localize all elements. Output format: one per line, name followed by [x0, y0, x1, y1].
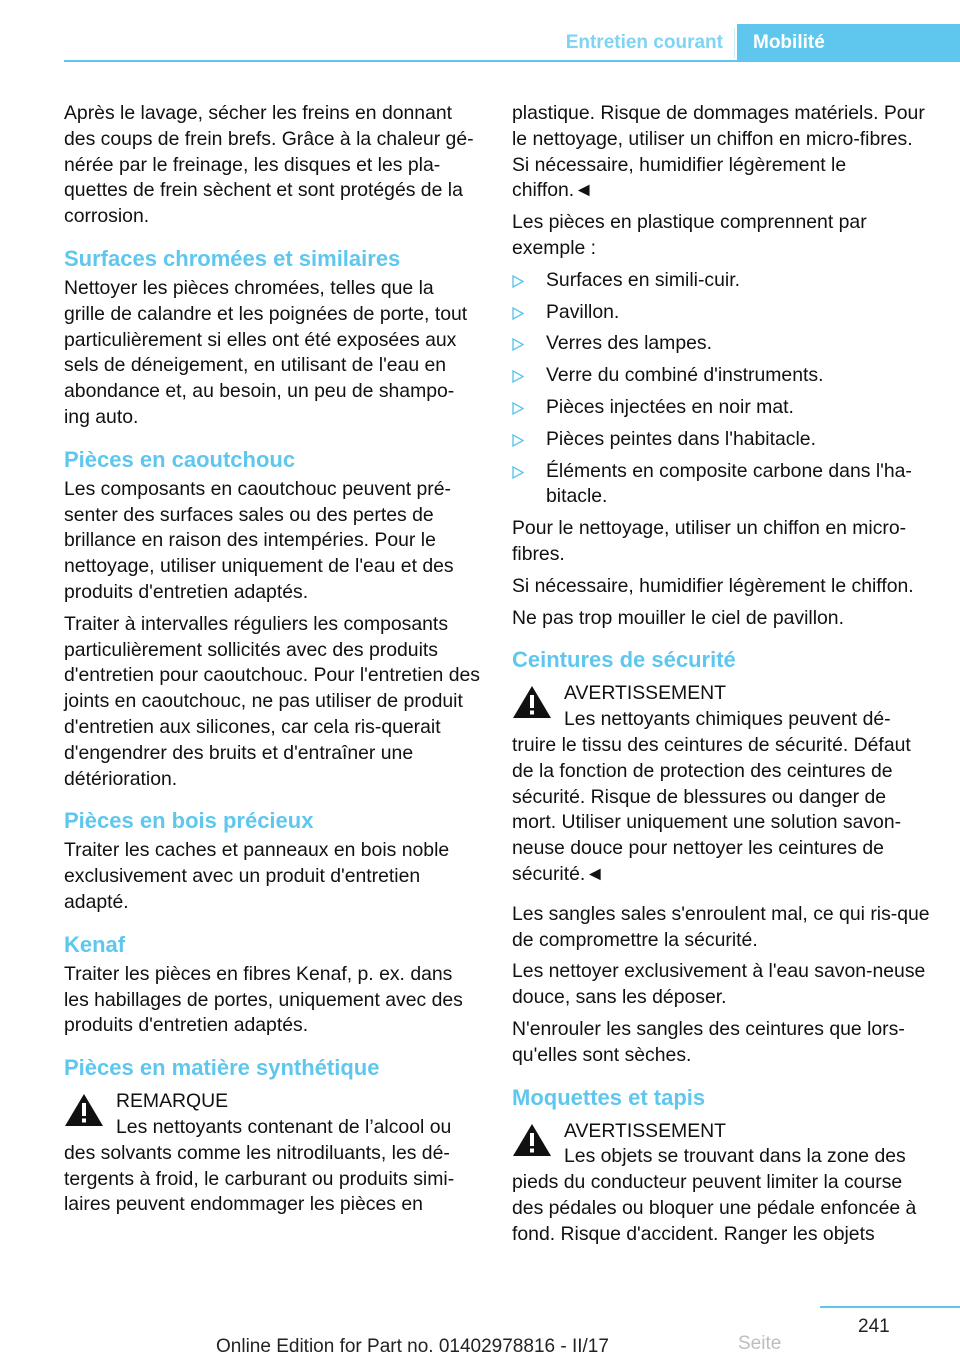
list-item-text: Éléments en composite carbone dans l'ha‐bitacle.: [546, 459, 912, 508]
list-item-text: Pavillon.: [546, 300, 620, 323]
paragraph-plastique-suite: plastique. Risque de dommages matériels. Pour le nettoyage, utiliser un chiffon en micro‐fibres. Si nécessaire, humidifier légèrement le chiffon.◄: [512, 102, 925, 202]
paragraph-freins: Après le lavage, sécher les freins en donnant des coups de frein brefs. Grâce à la chaleur gé‐nérée par le freinage, les disques et les pla‐quettes de frein sèchent et sont protégés de la corrosion.: [64, 102, 474, 228]
list-item-text: Verre du combiné d'instruments.: [546, 364, 824, 387]
paragraph-pavillon: Ne pas trop mouiller le ciel de pavillon.: [512, 606, 844, 629]
warning-triangle-icon: [512, 685, 552, 719]
paragraph-sangles-1: Les sangles sales s'enroulent mal, ce qui ris‐que de compromettre la sécurité.: [512, 902, 930, 951]
list-item-text: Pièces injectées en noir mat.: [546, 395, 794, 418]
bullet-triangle-icon: [512, 434, 524, 447]
avertissement-title: AVERTISSEMENT: [564, 1119, 726, 1142]
heading-moquettes: Moquettes et tapis: [512, 1084, 706, 1110]
footer-rule: [820, 1306, 960, 1308]
section-tab-mobilite: Mobilité: [737, 24, 960, 62]
bullet-triangle-icon: [512, 466, 524, 479]
page-number: 241: [858, 1316, 890, 1337]
list-item-text: Surfaces en simili-cuir.: [546, 268, 740, 291]
list-item: [512, 427, 932, 453]
heading-kenaf: Kenaf: [64, 931, 126, 957]
list-item: [512, 459, 932, 511]
avertissement-ceintures-box: [512, 681, 932, 887]
avertissement-moquettes-text: Les objets se trouvant dans la zone des pieds du conducteur peuvent limiter la course des pédales ou bloquer une pédale enfoncée à fond. Risque d'accident. Ranger les objets: [512, 1145, 917, 1245]
paragraph-sangles-2: Les nettoyer exclusivement à l'eau savon‐neuse douce, sans les déposer.: [512, 960, 926, 1009]
heading-pieces-bois: Pièces en bois précieux: [64, 808, 314, 834]
tab-divider: [734, 28, 735, 58]
list-item-text: Verres des lampes.: [546, 332, 712, 355]
right-column: [512, 101, 932, 1261]
section-tab-entretien-courant: Entretien courant: [565, 32, 723, 53]
plastic-parts-list: [512, 268, 932, 510]
avertissement-ceintures-text: Les nettoyants chimiques peuvent dé‐truire le tissu des ceintures de sécurité. Défaut de la fonction de protection des ceintures de sécurité. Risque de blessures ou danger de mort. Utiliser uniquement une solution savon‐neuse douce pour nettoyer les ceintures de sécurité.◄: [512, 708, 911, 885]
paragraph-chrome: Nettoyer les pièces chromées, telles que la grille de calandre et les poignées de porte, tout particulièrement si elles ont été exposées aux sels de déneigement, en utilisant de l'eau en abondance et, au besoin, un peu de shampo‐ing auto.: [64, 276, 468, 428]
online-edition-note: Online Edition for Part no. 01402978816 - II/17: [216, 1336, 609, 1357]
list-item: [512, 268, 932, 294]
paragraph-bois: Traiter les caches et panneaux en bois noble exclusivement avec un produit d'entretien adapté.: [64, 839, 450, 913]
paragraph-caoutchouc-1: Les composants en caoutchouc peuvent pré‐senter des surfaces sales ou des pertes de brillance en raison des intempéries. Pour le nettoyage, utiliser uniquement de l'eau et des produits d'entretien adaptés.: [64, 477, 454, 603]
paragraph-kenaf: Traiter les pièces en fibres Kenaf, p. ex. dans les habillages de portes, uniquement avec des produits d'entretien adaptés.: [64, 962, 463, 1037]
list-item: [512, 331, 932, 357]
paragraph-humidifier: Si nécessaire, humidifier légèrement le chiffon.: [512, 574, 914, 597]
list-item: [512, 300, 932, 326]
left-column: [64, 101, 480, 1232]
paragraph-nettoyage: Pour le nettoyage, utiliser un chiffon en micro‐fibres.: [512, 517, 907, 565]
heading-surfaces-chromees: Surfaces chromées et similaires: [64, 245, 401, 271]
bullet-triangle-icon: [512, 338, 524, 351]
bullet-triangle-icon: [512, 402, 524, 415]
heading-ceintures: Ceintures de sécurité: [512, 647, 736, 673]
paragraph-caoutchouc-2: Traiter à intervalles réguliers les composants particulièrement sollicités avec des produits d'entretien pour caoutchouc. Pour l'entretien des joints en caoutchouc, ne pas utiliser de produit d'entretien aux silicones, car cela ris‐querait d'engendrer des bruits et d'entraîner une détérioration.: [64, 612, 480, 790]
bullet-triangle-icon: [512, 307, 524, 320]
list-item-text: Pièces peintes dans l'habitacle.: [546, 427, 816, 450]
remarque-title: REMARQUE: [116, 1090, 229, 1113]
warning-triangle-icon: [64, 1093, 104, 1127]
watermark-text: Seite: [738, 1333, 782, 1354]
warning-triangle-icon: [512, 1123, 552, 1157]
bullet-triangle-icon: [512, 275, 524, 288]
remarque-text: Les nettoyants contenant de l’alcool ou des solvants comme les nitrodiluants, les dé‐tergents à froid, le carburant ou produits simi‐laires peuvent endommager les pièces en: [64, 1115, 455, 1216]
avertissement-title: AVERTISSEMENT: [564, 682, 726, 705]
page-header: [0, 24, 960, 62]
remarque-box: [64, 1089, 480, 1218]
paragraph-list-intro: Les pièces en plastique comprennent par exemple :: [512, 211, 867, 259]
bullet-triangle-icon: [512, 370, 524, 383]
heading-pieces-caoutchouc: Pièces en caoutchouc: [64, 446, 296, 472]
heading-matiere-synthetique: Pièces en matière synthétique: [64, 1055, 380, 1081]
list-item: [512, 363, 932, 389]
paragraph-sangles-3: N'enrouler les sangles des ceintures que lors‐qu'elles sont sèches.: [512, 1017, 905, 1066]
list-item: [512, 395, 932, 421]
header-rule: [64, 60, 960, 62]
avertissement-moquettes-box: [512, 1119, 932, 1248]
